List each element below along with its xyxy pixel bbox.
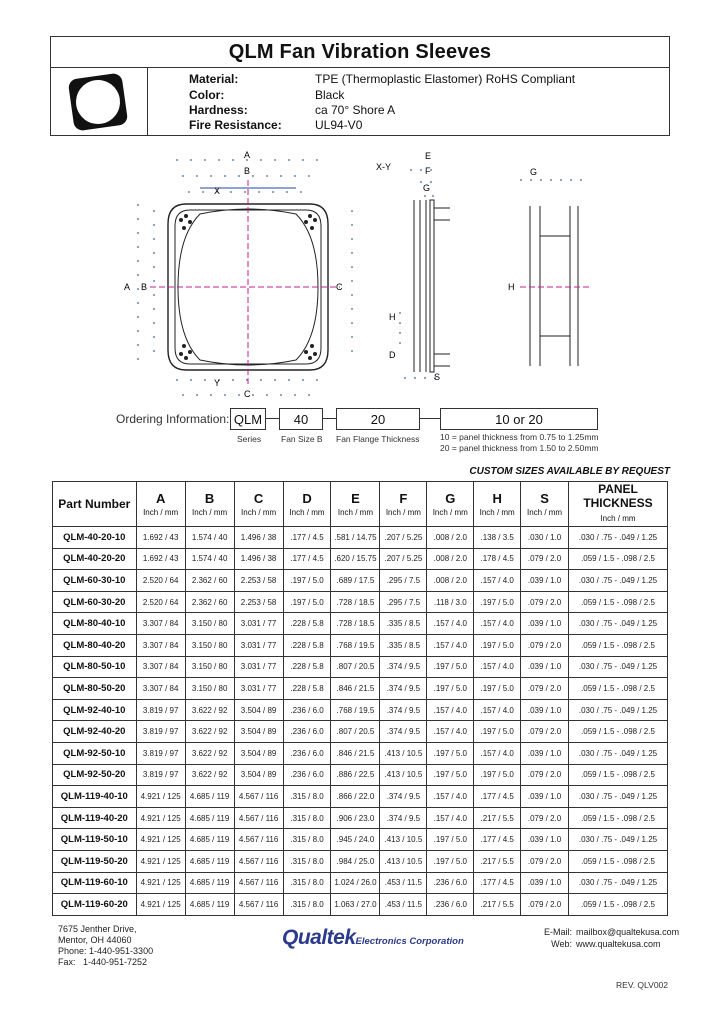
part-number-cell: QLM-80-50-20 <box>53 678 137 700</box>
table-cell: 1.063 / 27.0 <box>331 894 380 916</box>
table-cell: 4.685 / 119 <box>185 786 234 808</box>
table-row <box>53 656 668 678</box>
dim-c-side-label: C <box>336 282 343 292</box>
table-cell: .236 / 6.0 <box>427 894 474 916</box>
order-connector <box>265 418 279 419</box>
part-number-cell: QLM-60-30-10 <box>53 570 137 592</box>
material-block <box>50 67 670 136</box>
part-number-cell: QLM-80-40-20 <box>53 634 137 656</box>
table-cell: .374 / 9.5 <box>380 721 427 743</box>
table-cell: .413 / 10.5 <box>380 742 427 764</box>
dim-b-label: B <box>244 166 251 176</box>
header-a: A Inch / mm <box>136 482 185 527</box>
table-cell: .236 / 6.0 <box>283 721 331 743</box>
table-cell: .315 / 8.0 <box>283 894 331 916</box>
header-c: C Inch / mm <box>234 482 283 527</box>
table-cell: .207 / 5.25 <box>380 548 427 570</box>
table-cell: .039 / 1.0 <box>521 613 569 635</box>
table-cell: .228 / 5.8 <box>283 613 331 635</box>
header-h: H Inch / mm <box>474 482 521 527</box>
part-number-cell: QLM-119-40-10 <box>53 786 137 808</box>
part-number-cell: QLM-92-50-10 <box>53 742 137 764</box>
table-cell: 4.921 / 125 <box>136 786 185 808</box>
table-cell: .177 / 4.5 <box>474 786 521 808</box>
table-cell: .197 / 5.0 <box>474 764 521 786</box>
table-cell: 2.253 / 58 <box>234 591 283 613</box>
table-cell: 4.921 / 125 <box>136 894 185 916</box>
header-s: S Inch / mm <box>521 482 569 527</box>
caption-series: Series <box>237 434 262 444</box>
table-cell: .984 / 25.0 <box>331 850 380 872</box>
table-cell: 4.921 / 125 <box>136 807 185 829</box>
table-row <box>53 548 668 570</box>
table-row <box>53 591 668 613</box>
table-cell: .008 / 2.0 <box>427 527 474 549</box>
fire-resistance-value: UL94-V0 <box>315 118 363 132</box>
table-cell: .157 / 4.0 <box>474 613 521 635</box>
table-cell: 1.692 / 43 <box>136 527 185 549</box>
table-row <box>53 872 668 894</box>
table-cell: 4.685 / 119 <box>185 829 234 851</box>
table-cell: 1.692 / 43 <box>136 548 185 570</box>
table-cell: .079 / 2.0 <box>521 548 569 570</box>
note-10: 10 = panel thickness from 0.75 to 1.25mm <box>440 432 599 442</box>
dim-s-label: S <box>434 372 441 382</box>
table-cell: .059 / 1.5 - .098 / 2.5 <box>568 591 667 613</box>
table-cell: .374 / 9.5 <box>380 699 427 721</box>
revision-code: REV. QLV002 <box>616 980 668 990</box>
table-cell: .059 / 1.5 - .098 / 2.5 <box>568 764 667 786</box>
table-cell: .217 / 5.5 <box>474 850 521 872</box>
table-cell: 3.622 / 92 <box>185 764 234 786</box>
table-cell: .335 / 8.5 <box>380 613 427 635</box>
table-cell: 1.024 / 26.0 <box>331 872 380 894</box>
table-row <box>53 742 668 764</box>
logo-main: Qualtek <box>282 926 356 949</box>
table-cell: 1.574 / 40 <box>185 527 234 549</box>
part-number-cell: QLM-80-40-10 <box>53 613 137 635</box>
table-cell: 4.921 / 125 <box>136 829 185 851</box>
table-cell: .059 / 1.5 - .098 / 2.5 <box>568 634 667 656</box>
table-cell: .374 / 9.5 <box>380 678 427 700</box>
table-row <box>53 721 668 743</box>
table-cell: .157 / 4.0 <box>427 634 474 656</box>
note-20: 20 = panel thickness from 1.50 to 2.50mm <box>440 443 599 453</box>
hardness-label: Hardness: <box>189 103 248 117</box>
order-connector <box>322 418 336 419</box>
order-box-flange: 20 <box>336 408 420 430</box>
table-row <box>53 527 668 549</box>
table-cell: .079 / 2.0 <box>521 634 569 656</box>
table-cell: .236 / 6.0 <box>283 699 331 721</box>
table-cell: .157 / 4.0 <box>474 570 521 592</box>
table-row <box>53 894 668 916</box>
table-cell: .315 / 8.0 <box>283 807 331 829</box>
table-cell: 3.307 / 84 <box>136 634 185 656</box>
table-cell: .768 / 19.5 <box>331 634 380 656</box>
table-cell: .030 / .75 - .049 / 1.25 <box>568 829 667 851</box>
color-label: Color: <box>189 88 225 102</box>
header-f: F Inch / mm <box>380 482 427 527</box>
table-cell: .945 / 24.0 <box>331 829 380 851</box>
dim-e-label: E <box>425 151 432 161</box>
table-cell: .217 / 5.5 <box>474 894 521 916</box>
caption-flange: Fan Flange Thickness <box>336 434 420 444</box>
material-label: Material: <box>189 72 239 86</box>
table-cell: .030 / .75 - .049 / 1.25 <box>568 872 667 894</box>
table-row <box>53 850 668 872</box>
dim-g-right-label: G <box>530 167 538 177</box>
table-cell: .177 / 4.5 <box>283 548 331 570</box>
table-cell: .178 / 4.5 <box>474 548 521 570</box>
table-cell: .197 / 5.0 <box>427 829 474 851</box>
table-cell: .157 / 4.0 <box>474 656 521 678</box>
table-cell: 4.685 / 119 <box>185 894 234 916</box>
table-cell: 3.622 / 92 <box>185 721 234 743</box>
table-cell: .059 / 1.5 - .098 / 2.5 <box>568 850 667 872</box>
part-number-cell: QLM-40-20-10 <box>53 527 137 549</box>
table-cell: .315 / 8.0 <box>283 850 331 872</box>
table-cell: 4.567 / 116 <box>234 807 283 829</box>
material-divider <box>147 67 148 135</box>
address-line: 7675 Jenther Drive, <box>58 924 137 934</box>
dim-g-label: G <box>423 183 431 193</box>
table-cell: 3.504 / 89 <box>234 764 283 786</box>
table-cell: .138 / 3.5 <box>474 527 521 549</box>
table-cell: .236 / 6.0 <box>283 764 331 786</box>
table-header-row <box>53 482 668 527</box>
table-cell: 3.150 / 80 <box>185 634 234 656</box>
table-cell: .157 / 4.0 <box>427 613 474 635</box>
table-cell: 1.574 / 40 <box>185 548 234 570</box>
technical-drawing <box>0 140 720 402</box>
table-cell: 3.504 / 89 <box>234 742 283 764</box>
table-cell: .030 / 1.0 <box>521 527 569 549</box>
phone-line: Phone: 1-440-951-3300 <box>58 946 154 956</box>
table-cell: .030 / .75 - .049 / 1.25 <box>568 786 667 808</box>
table-cell: 3.150 / 80 <box>185 656 234 678</box>
table-cell: .620 / 15.75 <box>331 548 380 570</box>
table-cell: 4.567 / 116 <box>234 786 283 808</box>
table-cell: 2.520 / 64 <box>136 570 185 592</box>
table-cell: 3.819 / 97 <box>136 764 185 786</box>
table-row <box>53 634 668 656</box>
order-box-fan-size: 40 <box>279 408 323 430</box>
part-number-cell: QLM-119-40-20 <box>53 807 137 829</box>
table-row <box>53 699 668 721</box>
table-cell: .197 / 5.0 <box>427 764 474 786</box>
table-cell: 2.253 / 58 <box>234 570 283 592</box>
dim-h-label: H <box>389 312 396 322</box>
fire-resistance-label: Fire Resistance: <box>189 118 282 132</box>
dim-f-label: F <box>425 166 431 176</box>
table-cell: .374 / 9.5 <box>380 656 427 678</box>
table-cell: .008 / 2.0 <box>427 548 474 570</box>
table-cell: 1.496 / 38 <box>234 527 283 549</box>
table-cell: 2.362 / 60 <box>185 570 234 592</box>
table-cell: .157 / 4.0 <box>427 721 474 743</box>
front-view <box>138 160 352 395</box>
dim-d-label: D <box>389 350 396 360</box>
header-d: D Inch / mm <box>283 482 331 527</box>
table-cell: 1.496 / 38 <box>234 548 283 570</box>
table-cell: .197 / 5.0 <box>427 850 474 872</box>
table-cell: 3.031 / 77 <box>234 678 283 700</box>
table-cell: 3.819 / 97 <box>136 742 185 764</box>
table-cell: 3.307 / 84 <box>136 656 185 678</box>
part-number-cell: QLM-119-60-10 <box>53 872 137 894</box>
table-cell: 3.031 / 77 <box>234 634 283 656</box>
table-cell: 3.031 / 77 <box>234 613 283 635</box>
ordering-label: Ordering Information: <box>116 412 230 426</box>
table-row <box>53 786 668 808</box>
table-cell: .728 / 18.5 <box>331 591 380 613</box>
table-cell: .030 / .75 - .049 / 1.25 <box>568 699 667 721</box>
part-number-cell: QLM-119-50-10 <box>53 829 137 851</box>
table-cell: .846 / 21.5 <box>331 678 380 700</box>
order-connector <box>419 418 440 419</box>
table-cell: .236 / 6.0 <box>283 742 331 764</box>
table-cell: 4.921 / 125 <box>136 872 185 894</box>
table-cell: .228 / 5.8 <box>283 656 331 678</box>
part-number-cell: QLM-40-20-20 <box>53 548 137 570</box>
custom-sizes-note: CUSTOM SIZES AVAILABLE BY REQUEST <box>469 466 670 477</box>
table-cell: 3.307 / 84 <box>136 613 185 635</box>
caption-fan-size: Fan Size B <box>281 434 323 444</box>
table-cell: 4.567 / 116 <box>234 850 283 872</box>
table-cell: 4.685 / 119 <box>185 807 234 829</box>
part-number-cell: QLM-92-50-20 <box>53 764 137 786</box>
material-value: TPE (Thermoplastic Elastomer) RoHS Compliant <box>315 72 576 86</box>
table-cell: .039 / 1.0 <box>521 786 569 808</box>
table-cell: .079 / 2.0 <box>521 721 569 743</box>
spec-table <box>52 481 668 916</box>
table-cell: .079 / 2.0 <box>521 764 569 786</box>
table-cell: 3.307 / 84 <box>136 678 185 700</box>
dim-x-label: X <box>214 186 221 196</box>
table-cell: .039 / 1.0 <box>521 699 569 721</box>
table-cell: 4.685 / 119 <box>185 850 234 872</box>
table-cell: .157 / 4.0 <box>427 699 474 721</box>
table-cell: .689 / 17.5 <box>331 570 380 592</box>
dim-h-right-label: H <box>508 282 515 292</box>
table-cell: .228 / 5.8 <box>283 634 331 656</box>
table-cell: .807 / 20.5 <box>331 656 380 678</box>
table-cell: .413 / 10.5 <box>380 850 427 872</box>
table-cell: .197 / 5.0 <box>474 634 521 656</box>
header-panel-thickness: PANEL THICKNESS Inch / mm <box>568 482 667 527</box>
table-cell: 3.622 / 92 <box>185 699 234 721</box>
table-cell: .413 / 10.5 <box>380 829 427 851</box>
address-line: Mentor, OH 44060 <box>58 935 132 945</box>
header-g: G Inch / mm <box>427 482 474 527</box>
table-cell: .039 / 1.0 <box>521 742 569 764</box>
table-row <box>53 807 668 829</box>
table-cell: .197 / 5.0 <box>427 678 474 700</box>
side-view <box>400 170 450 378</box>
table-cell: 3.150 / 80 <box>185 613 234 635</box>
page-title: QLM Fan Vibration Sleeves <box>50 36 670 68</box>
order-box-series: QLM <box>230 408 266 430</box>
table-cell: 4.685 / 119 <box>185 872 234 894</box>
dim-c-label: C <box>244 389 251 399</box>
table-cell: .728 / 18.5 <box>331 613 380 635</box>
table-cell: 3.150 / 80 <box>185 678 234 700</box>
dim-a-side-label: A <box>124 282 131 292</box>
table-cell: .197 / 5.0 <box>427 742 474 764</box>
table-cell: .008 / 2.0 <box>427 570 474 592</box>
table-cell: .207 / 5.25 <box>380 527 427 549</box>
table-cell: .157 / 4.0 <box>474 699 521 721</box>
table-cell: .197 / 5.0 <box>474 678 521 700</box>
table-cell: 4.921 / 125 <box>136 850 185 872</box>
table-cell: .295 / 7.5 <box>380 570 427 592</box>
table-cell: .335 / 8.5 <box>380 634 427 656</box>
table-cell: .866 / 22.0 <box>331 786 380 808</box>
table-cell: .846 / 21.5 <box>331 742 380 764</box>
dim-a-label: A <box>244 150 251 160</box>
table-cell: 4.567 / 116 <box>234 894 283 916</box>
table-cell: .039 / 1.0 <box>521 570 569 592</box>
part-number-cell: QLM-92-40-10 <box>53 699 137 721</box>
table-cell: .453 / 11.5 <box>380 872 427 894</box>
table-cell: .374 / 9.5 <box>380 807 427 829</box>
table-cell: .079 / 2.0 <box>521 678 569 700</box>
table-cell: .177 / 4.5 <box>474 829 521 851</box>
right-view <box>520 180 592 366</box>
table-cell: .315 / 8.0 <box>283 872 331 894</box>
dim-b-side-label: B <box>141 282 148 292</box>
fax-line: Fax: 1-440-951-7252 <box>58 957 148 967</box>
table-cell: .768 / 19.5 <box>331 699 380 721</box>
dim-y-label: Y <box>214 378 221 388</box>
table-cell: .030 / .75 - .049 / 1.25 <box>568 527 667 549</box>
table-cell: .197 / 5.0 <box>283 570 331 592</box>
company-address <box>58 924 153 968</box>
table-cell: .197 / 5.0 <box>474 721 521 743</box>
table-cell: 3.504 / 89 <box>234 699 283 721</box>
table-cell: .039 / 1.0 <box>521 829 569 851</box>
table-cell: .157 / 4.0 <box>474 742 521 764</box>
table-cell: 3.819 / 97 <box>136 721 185 743</box>
table-cell: .886 / 22.5 <box>331 764 380 786</box>
table-row <box>53 678 668 700</box>
table-cell: .807 / 20.5 <box>331 721 380 743</box>
color-value: Black <box>315 88 345 102</box>
table-cell: .079 / 2.0 <box>521 591 569 613</box>
table-cell: .030 / .75 - .049 / 1.25 <box>568 613 667 635</box>
contact-block <box>542 926 679 950</box>
table-cell: 2.362 / 60 <box>185 591 234 613</box>
table-cell: 2.520 / 64 <box>136 591 185 613</box>
table-cell: .039 / 1.0 <box>521 656 569 678</box>
table-cell: .039 / 1.0 <box>521 872 569 894</box>
table-cell: .118 / 3.0 <box>427 591 474 613</box>
order-box-panel: 10 or 20 <box>440 408 598 430</box>
header-e: E Inch / mm <box>331 482 380 527</box>
company-logo <box>282 926 464 950</box>
table-cell: .157 / 4.0 <box>427 786 474 808</box>
table-row <box>53 613 668 635</box>
table-cell: .906 / 23.0 <box>331 807 380 829</box>
table-cell: .295 / 7.5 <box>380 591 427 613</box>
table-cell: 3.504 / 89 <box>234 721 283 743</box>
table-cell: .581 / 14.75 <box>331 527 380 549</box>
table-cell: .197 / 5.0 <box>283 591 331 613</box>
table-cell: .197 / 5.0 <box>427 656 474 678</box>
table-cell: .177 / 4.5 <box>283 527 331 549</box>
logo-sub: Electronics Corporation <box>355 936 464 947</box>
sleeve-photo <box>65 71 131 133</box>
table-cell: 3.622 / 92 <box>185 742 234 764</box>
table-cell: .059 / 1.5 - .098 / 2.5 <box>568 721 667 743</box>
table-cell: 4.567 / 116 <box>234 872 283 894</box>
header-b: B Inch / mm <box>185 482 234 527</box>
table-cell: .228 / 5.8 <box>283 678 331 700</box>
table-cell: .079 / 2.0 <box>521 850 569 872</box>
table-cell: .030 / .75 - .049 / 1.25 <box>568 656 667 678</box>
table-cell: .079 / 2.0 <box>521 807 569 829</box>
part-number-cell: QLM-119-50-20 <box>53 850 137 872</box>
table-cell: .374 / 9.5 <box>380 786 427 808</box>
part-number-cell: QLM-119-60-20 <box>53 894 137 916</box>
table-cell: .197 / 5.0 <box>474 591 521 613</box>
table-cell: 3.819 / 97 <box>136 699 185 721</box>
table-cell: .177 / 4.5 <box>474 872 521 894</box>
header-part-number: Part Number <box>53 482 137 527</box>
table-row <box>53 570 668 592</box>
table-row <box>53 829 668 851</box>
table-cell: .079 / 2.0 <box>521 894 569 916</box>
email-link[interactable]: mailbox@qualtekusa.com <box>576 927 680 937</box>
web-link[interactable]: www.qualtekusa.com <box>576 939 661 949</box>
email-label: E-Mail: <box>543 927 572 937</box>
table-cell: 3.031 / 77 <box>234 656 283 678</box>
part-number-cell: QLM-92-40-20 <box>53 721 137 743</box>
table-cell: .413 / 10.5 <box>380 764 427 786</box>
table-cell: .157 / 4.0 <box>427 807 474 829</box>
hardness-value: ca 70° Shore A <box>315 103 396 117</box>
table-cell: .217 / 5.5 <box>474 807 521 829</box>
table-cell: 4.567 / 116 <box>234 829 283 851</box>
table-cell: .059 / 1.5 - .098 / 2.5 <box>568 548 667 570</box>
table-cell: .315 / 8.0 <box>283 829 331 851</box>
table-cell: .315 / 8.0 <box>283 786 331 808</box>
table-cell: .030 / .75 - .049 / 1.25 <box>568 570 667 592</box>
table-cell: .059 / 1.5 - .098 / 2.5 <box>568 894 667 916</box>
table-cell: .030 / .75 - .049 / 1.25 <box>568 742 667 764</box>
table-row <box>53 764 668 786</box>
web-label: Web: <box>551 939 572 949</box>
part-number-cell: QLM-80-50-10 <box>53 656 137 678</box>
table-cell: .059 / 1.5 - .098 / 2.5 <box>568 678 667 700</box>
table-cell: .059 / 1.5 - .098 / 2.5 <box>568 807 667 829</box>
table-cell: .236 / 6.0 <box>427 872 474 894</box>
part-number-cell: QLM-60-30-20 <box>53 591 137 613</box>
table-cell: .453 / 11.5 <box>380 894 427 916</box>
dim-xy-label: X-Y <box>376 162 392 172</box>
